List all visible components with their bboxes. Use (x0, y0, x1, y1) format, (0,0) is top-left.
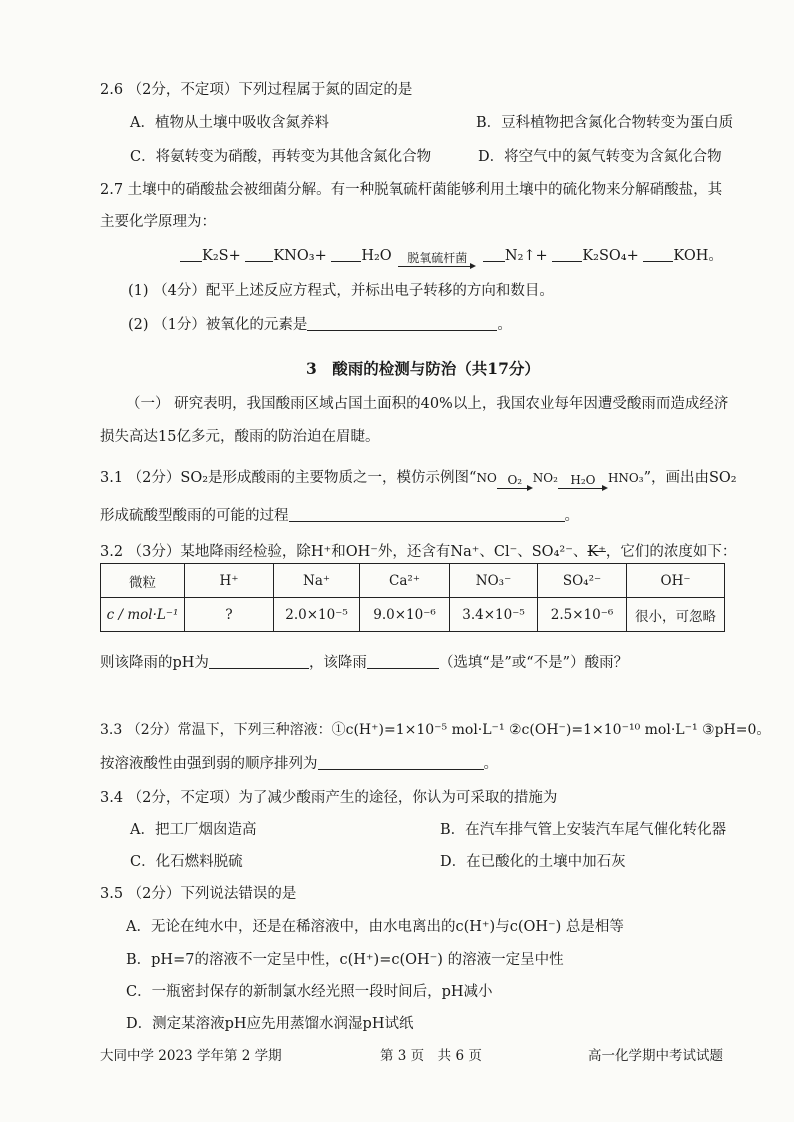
eq-catalyst: 脱氧硫杆菌 (407, 251, 468, 265)
q33-line2-text: 按溶液酸性由强到弱的顺序排列为 (100, 756, 318, 772)
table-header-row (101, 564, 725, 598)
eq-kno3: KNO₃+ (273, 248, 327, 264)
table-header-cell: NO₃⁻ (450, 564, 538, 598)
section-3-intro-line2: 损失高达15亿多元，酸雨的防治迫在眉睫。 (100, 429, 380, 445)
q31-line2 (100, 504, 579, 525)
table-cell: 很小，可忽略 (627, 598, 725, 632)
table-cell: 9.0×10⁻⁶ (360, 598, 450, 632)
q27-equation (180, 244, 723, 270)
eq-koh: KOH。 (673, 248, 723, 264)
q35-option-d: D．测定某溶液pH应先用蒸馏水润湿pH试纸 (126, 1016, 414, 1032)
table-cell: 3.4×10⁻⁵ (450, 598, 538, 632)
footer-page-number: 第 3 页 共 6 页 (380, 1048, 482, 1064)
q31-hno3: HNO₃ (607, 471, 644, 485)
q27-part2-text: (2) （1分）被氧化的元素是 (128, 317, 308, 333)
q34-option-a: A．把工厂烟囱造高 (130, 822, 257, 838)
q26-option-a: A．植物从土壤中吸收含氮养料 (130, 115, 329, 131)
table-row (101, 598, 725, 632)
struck-ion: K⁺ (587, 544, 606, 560)
table-row-label: c / mol·L⁻¹ (101, 598, 185, 632)
q27-stem-line2: 主要化学原理为： (100, 214, 216, 230)
table-cell: ? (185, 598, 274, 632)
q34-option-c: C．化石燃料脱硫 (130, 854, 243, 870)
is-acid-rain-blank[interactable] (367, 654, 439, 669)
eq-k2so4: K₂SO₄+ (582, 248, 639, 264)
q31-h2o: H₂O (570, 473, 596, 487)
ph-blank[interactable] (209, 654, 309, 669)
q31-no: NO (476, 471, 497, 485)
q34-stem: 3.4 （2分，不定项）为了减少酸雨产生的途径，你认为可采取的措施为 (100, 790, 558, 806)
q32-stem-end: ，它们的浓度如下： (605, 544, 737, 560)
q35-option-a: A．无论在纯水中，还是在稀溶液中，由水电离出的c(H⁺)与c(OH⁻) 总是相等 (126, 919, 624, 935)
table-cell: 2.5×10⁻⁶ (538, 598, 627, 632)
footer-exam-title: 高一化学期中考试试题 (588, 1048, 723, 1064)
q32-ask1: 则该降雨的pH为 (100, 655, 209, 671)
q27-part1: (1) （4分）配平上述反应方程式，并标出电子转移的方向和数目。 (128, 283, 554, 299)
q35-option-c: C．一瓶密封保存的新制氯水经光照一段时间后，pH减小 (126, 984, 493, 1000)
q26-option-d: D．将空气中的氮气转变为含氮化合物 (478, 149, 722, 165)
coef-blank-3[interactable] (331, 247, 361, 262)
q32-ask3: （选填“是”或“不是”）酸雨？ (438, 655, 629, 671)
eq-k2s: K₂S+ (202, 248, 241, 264)
q31-post: ”，画出由SO₂ (643, 470, 737, 486)
section-3-title: 3 酸雨的检测与防治（共17分） (306, 359, 540, 378)
q26-option-c: C．将氨转变为硝酸，再转变为其他含氮化合物 (130, 149, 432, 165)
coef-blank-4[interactable] (483, 247, 505, 262)
coef-blank-1[interactable] (180, 247, 202, 262)
table-header-cell: H⁺ (185, 564, 274, 598)
q33-end: 。 (483, 756, 498, 772)
ion-concentration-table (100, 563, 725, 632)
footer-school-term: 大同中学 2023 学年第 2 学期 (100, 1048, 282, 1064)
coef-blank-6[interactable] (643, 247, 673, 262)
q34-option-b: B．在汽车排气管上安装汽车尾气催化转化器 (440, 822, 727, 838)
table-header-cell: SO₄²⁻ (538, 564, 627, 598)
acidity-order-blank[interactable] (318, 755, 484, 770)
oxidized-element-blank[interactable] (307, 316, 497, 331)
reaction-arrow (398, 252, 476, 270)
eq-h2o: H₂O (361, 248, 392, 264)
q27-part2 (128, 313, 512, 334)
q31-o2: O₂ (507, 473, 523, 487)
q27-part2-end: 。 (497, 317, 512, 333)
sulfuric-acid-rain-process-blank[interactable] (289, 507, 565, 522)
q32-stem (100, 540, 736, 561)
q31-line2-text: 形成硫酸型酸雨的可能的过程 (100, 508, 289, 524)
section-3-intro-line1: （一） 研究表明，我国酸雨区域占国土面积的40%以上，我国农业每年因遭受酸雨而造成经济 (126, 396, 729, 412)
q32-ask (100, 651, 628, 672)
table-cell: 2.0×10⁻⁵ (274, 598, 360, 632)
table-header-cell: OH⁻ (627, 564, 725, 598)
table-header-cell: 微粒 (101, 564, 185, 598)
q27-stem-line1: 2.7 土壤中的硝酸盐会被细菌分解。有一种脱氧硫杆菌能够利用土壤中的硫化物来分解硝酸盐，其 (100, 182, 723, 198)
q33-line2 (100, 752, 498, 773)
table-header-cell: Ca²⁺ (360, 564, 450, 598)
q31-arrow-h2o (558, 474, 608, 492)
q32-ask2: ，该降雨 (308, 655, 367, 671)
q31-arrow-o2 (497, 474, 533, 492)
q35-option-b: B．pH=7的溶液不一定呈中性，c(H⁺)=c(OH⁻) 的溶液一定呈中性 (126, 952, 564, 968)
q34-option-d: D．在已酸化的土壤中加石灰 (440, 854, 626, 870)
coef-blank-2[interactable] (245, 247, 273, 262)
coef-blank-5[interactable] (552, 247, 582, 262)
q32-stem-text: 3.2 （3分）某地降雨经检验，除H⁺和OH⁻外，还含有Na⁺、Cl⁻、SO₄²⁻、 (100, 544, 588, 560)
q31-no2: NO₂ (532, 471, 558, 485)
eq-n2: N₂↑+ (504, 248, 548, 264)
q31-end: 。 (564, 508, 579, 524)
q33-line1: 3.3 （2分）常温下，下列三种溶液：①c(H⁺)=1×10⁻⁵ mol·L⁻¹ ②c(OH⁻)=1×10⁻¹⁰ mol·L⁻¹ ③pH=0。 (100, 722, 771, 738)
table-header-cell: Na⁺ (274, 564, 360, 598)
q31-line1 (100, 466, 737, 492)
q35-stem: 3.5 （2分）下列说法错误的是 (100, 886, 297, 902)
q26-option-b: B．豆科植物把含氮化合物转变为蛋白质 (476, 115, 734, 131)
q26-stem: 2.6 （2分，不定项）下列过程属于氮的固定的是 (100, 82, 413, 98)
q31-pre: 3.1 （2分）SO₂是形成酸雨的主要物质之一，模仿示例图“ (100, 470, 477, 486)
